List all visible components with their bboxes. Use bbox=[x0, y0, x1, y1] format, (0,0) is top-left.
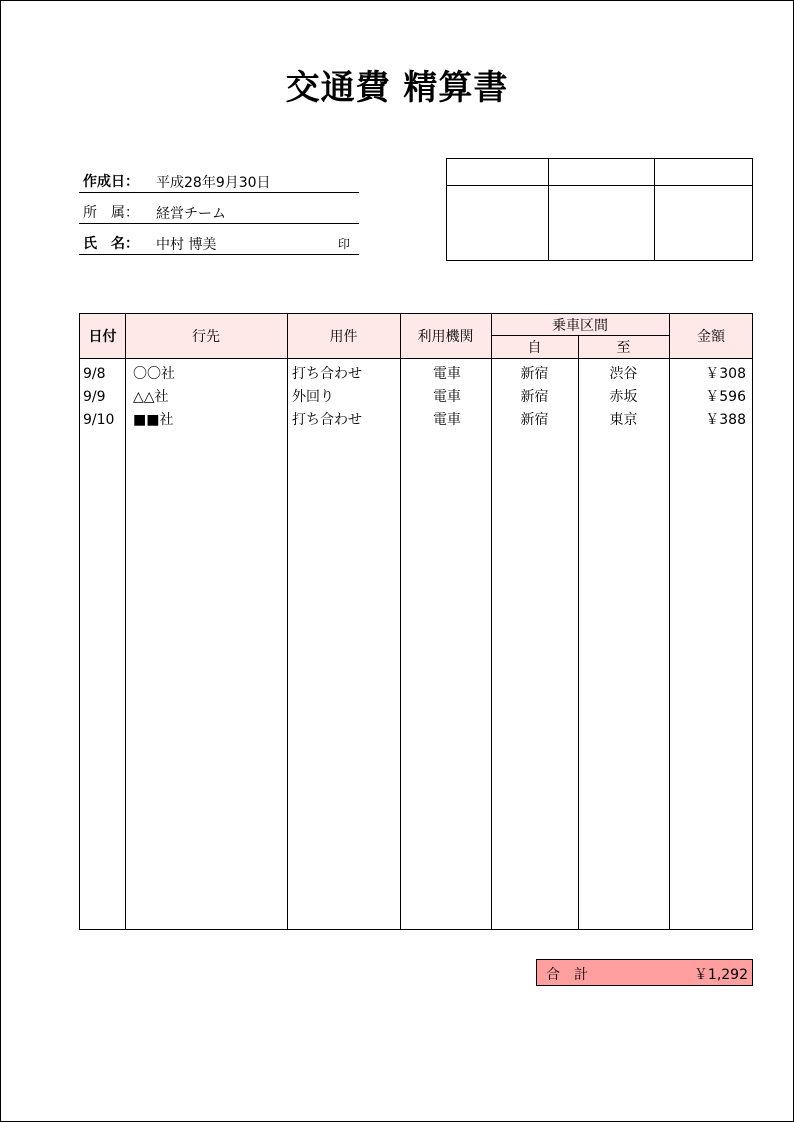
name-label: 氏 名： bbox=[83, 236, 139, 252]
header-date: 日付 bbox=[88, 329, 117, 345]
department-label: 所 属： bbox=[83, 205, 139, 221]
header-destination: 行先 bbox=[192, 329, 220, 345]
total-value: ￥1,292 bbox=[693, 967, 748, 983]
total-label: 合 計 bbox=[546, 967, 588, 983]
created-date-label: 作成日： bbox=[83, 174, 139, 190]
approval-stamp-box bbox=[446, 158, 753, 261]
header-purpose: 用件 bbox=[329, 329, 358, 345]
cell-from: 新宿 bbox=[520, 412, 549, 428]
cell-date: 9/10 bbox=[83, 412, 115, 428]
cell-purpose: 打ち合わせ bbox=[292, 366, 362, 382]
header-transport: 利用機関 bbox=[417, 329, 474, 345]
seal-mark: 印 bbox=[338, 237, 351, 251]
cell-purpose: 打ち合わせ bbox=[292, 412, 362, 428]
column-divider bbox=[125, 314, 126, 929]
stamp-box-column-divider bbox=[654, 159, 655, 260]
created-date-row bbox=[79, 168, 359, 193]
cell-to: 赤坂 bbox=[609, 389, 638, 405]
header-section: 乗車区間 bbox=[552, 318, 608, 334]
cell-transport: 電車 bbox=[433, 389, 461, 405]
cell-from: 新宿 bbox=[520, 366, 549, 382]
page-title: 交通費 精算書 bbox=[285, 68, 509, 108]
cell-purpose: 外回り bbox=[292, 389, 334, 405]
cell-to: 渋谷 bbox=[609, 366, 638, 382]
department-row bbox=[79, 199, 359, 224]
column-divider bbox=[287, 314, 288, 929]
total-box bbox=[536, 959, 753, 986]
department-value: 経営チーム bbox=[156, 206, 226, 222]
stamp-box-divider bbox=[447, 185, 752, 186]
name-row bbox=[79, 230, 359, 255]
cell-date: 9/8 bbox=[83, 366, 106, 382]
cell-amount: ￥308 bbox=[705, 366, 746, 382]
created-date-value: 平成28年9月30日 bbox=[156, 175, 271, 191]
cell-amount: ￥596 bbox=[705, 389, 746, 405]
cell-date: 9/9 bbox=[83, 389, 106, 405]
cell-transport: 電車 bbox=[433, 366, 461, 382]
cell-destination: △△社 bbox=[133, 389, 169, 405]
cell-transport: 電車 bbox=[433, 412, 461, 428]
cell-from: 新宿 bbox=[520, 389, 549, 405]
expense-table bbox=[79, 313, 753, 930]
cell-destination: ■■社 bbox=[133, 412, 174, 428]
header-bottom-line bbox=[80, 358, 752, 359]
header-to: 至 bbox=[616, 340, 631, 356]
cell-amount: ￥388 bbox=[705, 412, 746, 428]
stamp-box-column-divider bbox=[548, 159, 549, 260]
cell-destination: 〇〇社 bbox=[133, 366, 175, 382]
header-from: 自 bbox=[527, 340, 542, 356]
header-amount: 金額 bbox=[697, 329, 725, 345]
cell-to: 東京 bbox=[609, 412, 638, 428]
name-value: 中村 博美 bbox=[156, 237, 217, 253]
